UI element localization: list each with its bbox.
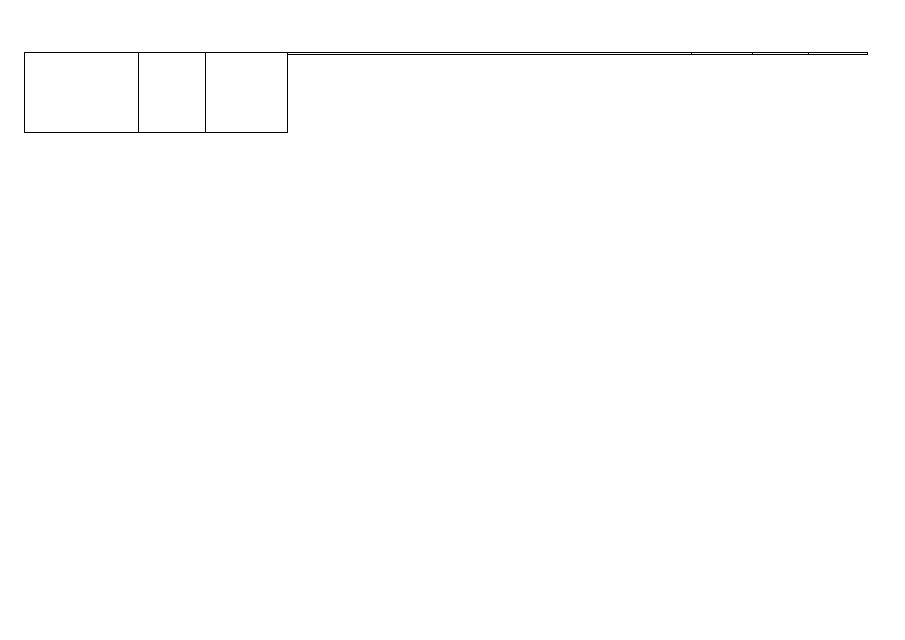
header-years-span <box>288 53 692 55</box>
column-number-row <box>25 133 868 159</box>
header-blank <box>809 53 868 55</box>
header-source <box>206 53 288 133</box>
budget-table <box>24 52 868 159</box>
header-name <box>25 53 139 133</box>
header-blank <box>692 53 753 55</box>
header-blank <box>753 53 809 55</box>
table-header <box>25 53 868 159</box>
header-grbs <box>139 53 206 133</box>
header-row-1 <box>25 53 868 55</box>
